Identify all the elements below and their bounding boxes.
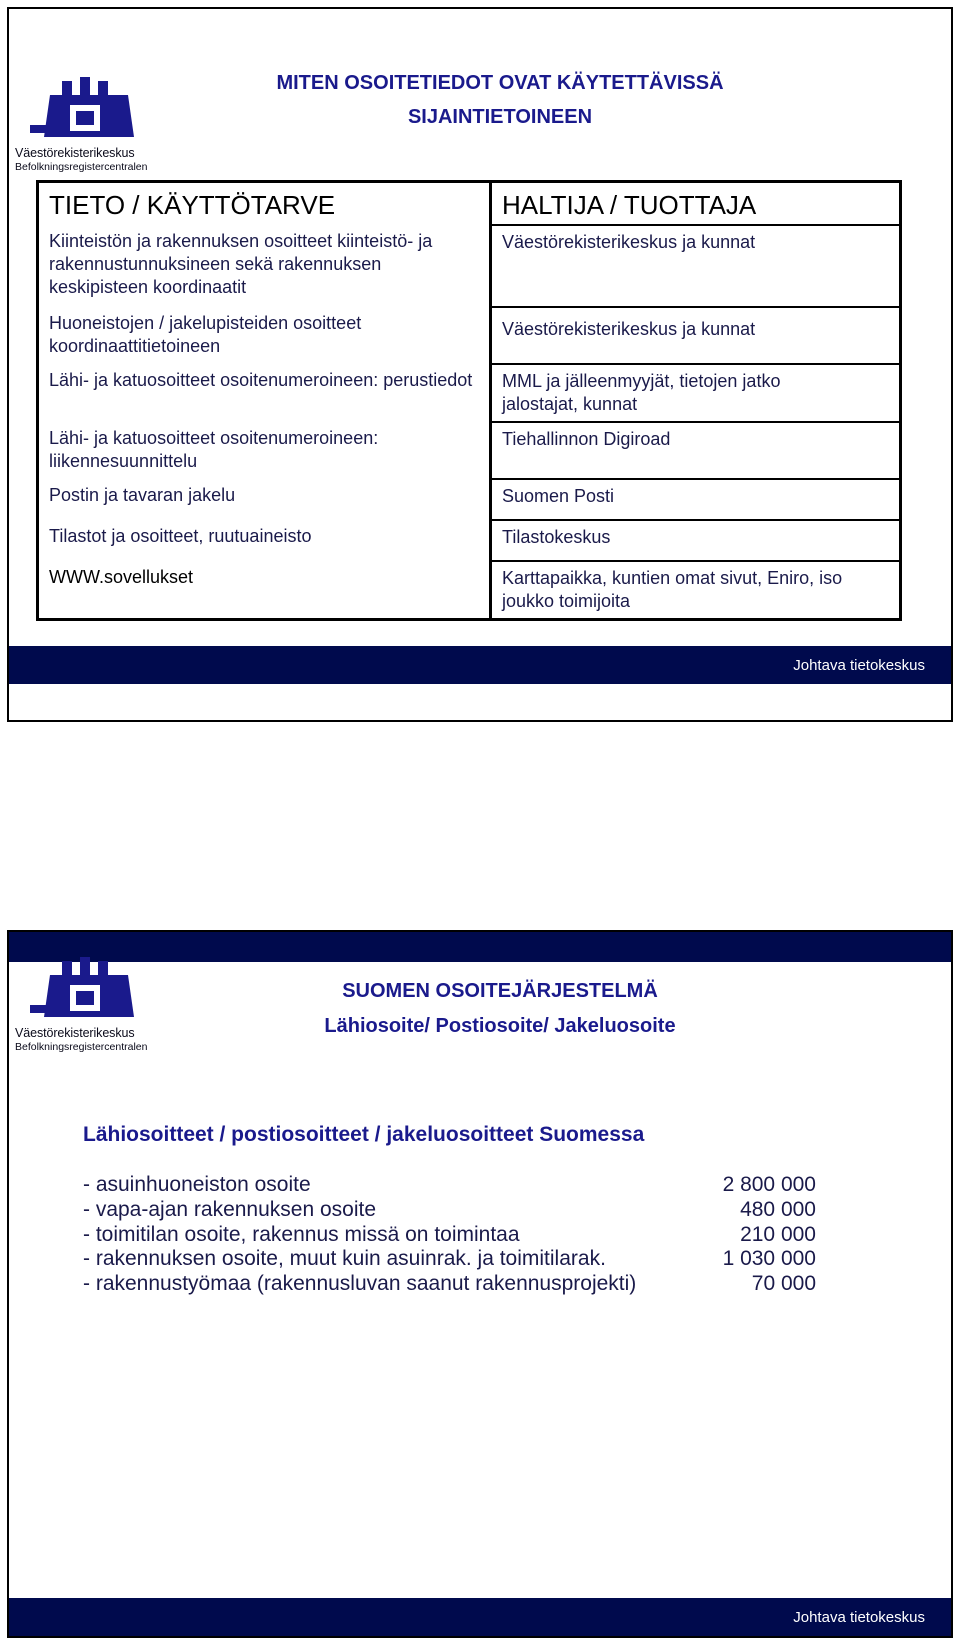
table-row (38, 561, 901, 620)
table-cell-left: Lähi- ja katuosoitteet osoitenumeroineen: perustiedot (38, 364, 491, 422)
list-item-label: - rakennuksen osoite, muut kuin asuinrak. ja toimitilarak. (83, 1247, 606, 1270)
logo (15, 955, 148, 1055)
list-item-label: - rakennustyömaa (rakennusluvan saanut rakennusprojekti) (83, 1272, 637, 1295)
address-stats-heading: Lähiosoitteet / postiosoitteet / jakeluosoitteet Suomessa (83, 1123, 645, 1146)
slide2-title-line2: Lähiosoite/ Postiosoite/ Jakeluosoite (324, 1015, 676, 1037)
table-cell-left: Lähi- ja katuosoitteet osoitenumeroineen: liikennesuunnittelu (38, 422, 491, 479)
table-header-left: TIETO / KÄYTTÖTARVE (38, 182, 491, 226)
list-item-value: 70 000 (751, 1272, 816, 1295)
logo-text-primary: Väestörekisterikeskus (15, 146, 135, 160)
slide1-title-line2: SIJAINTIETOINEEN (407, 106, 593, 128)
vrk-logo-icon (30, 955, 140, 1027)
table-cell-right: Väestörekisterikeskus ja kunnat (491, 225, 901, 307)
table-row (38, 520, 901, 561)
slide2-title-line1: SUOMEN OSOITEJÄRJESTELMÄ (342, 980, 658, 1002)
table-cell-right: Suomen Posti (491, 479, 901, 520)
slide1-title-line1: MITEN OSOITETIEDOT OVAT KÄYTETTÄVISSÄ (276, 72, 724, 94)
table-cell-left: Postin ja tavaran jakelu (38, 479, 491, 520)
list-item-label: - vapa-ajan rakennuksen osoite (83, 1198, 377, 1221)
table-cell-right: Tiehallinnon Digiroad (491, 422, 901, 479)
table-cell-right: Väestörekisterikeskus ja kunnat (491, 307, 901, 364)
table-cell-left: Tilastot ja osoitteet, ruutuaineisto (38, 520, 491, 561)
vrk-logo-icon (30, 75, 140, 147)
list-item-value: 2 800 000 (722, 1173, 816, 1196)
table-cell-right: Tilastokeskus (491, 520, 901, 561)
table-cell-right: Karttapaikka, kuntien omat sivut, Eniro, iso joukko toimijoita (502, 568, 843, 611)
table-row (38, 225, 901, 307)
table-row (38, 307, 901, 364)
list-item (83, 1172, 816, 1197)
list-item-label: - toimitilan osoite, rakennus missä on toimintaa (83, 1223, 520, 1246)
table-cell-left: WWW.sovellukset (38, 561, 491, 620)
table-cell-left: Kiinteistön ja rakennuksen osoitteet kiinteistö- ja rakennustunnuksineen sekä rakennuksen keskipisteen koordinaatit (38, 225, 491, 307)
slide2-top-bar (9, 932, 951, 962)
logo-text-secondary: Befolkningsregistercentralen (15, 1041, 148, 1053)
list-item (83, 1246, 816, 1271)
table-cell-left: Huoneistojen / jakelupisteiden osoitteet koordinaattitietoineen (38, 307, 491, 364)
table-cell-right: MML ja jälleenmyyjät, tietojen jatko jalostajat, kunnat (491, 364, 901, 422)
list-item-label: - asuinhuoneiston osoite (83, 1173, 311, 1196)
table-row (38, 422, 901, 479)
list-item-value: 480 000 (740, 1198, 816, 1221)
list-item (83, 1222, 816, 1247)
list-item (83, 1197, 816, 1222)
slide1-footer-bar (9, 646, 951, 684)
list-item-value: 1 030 000 (722, 1247, 816, 1270)
logo (15, 75, 148, 175)
table-header-right: HALTIJA / TUOTTAJA (491, 182, 901, 226)
logo-text-secondary: Befolkningsregistercentralen (15, 161, 148, 173)
list-item-value: 210 000 (740, 1223, 816, 1246)
slide1-footer-text: Johtava tietokeskus (793, 657, 925, 674)
table-row (38, 364, 901, 422)
table-row (38, 479, 901, 520)
slide2-footer-bar (9, 1598, 951, 1636)
list-item (83, 1271, 816, 1296)
slide2-footer-text: Johtava tietokeskus (793, 1609, 925, 1626)
logo-text-primary: Väestörekisterikeskus (15, 1026, 135, 1040)
info-table (36, 180, 902, 621)
